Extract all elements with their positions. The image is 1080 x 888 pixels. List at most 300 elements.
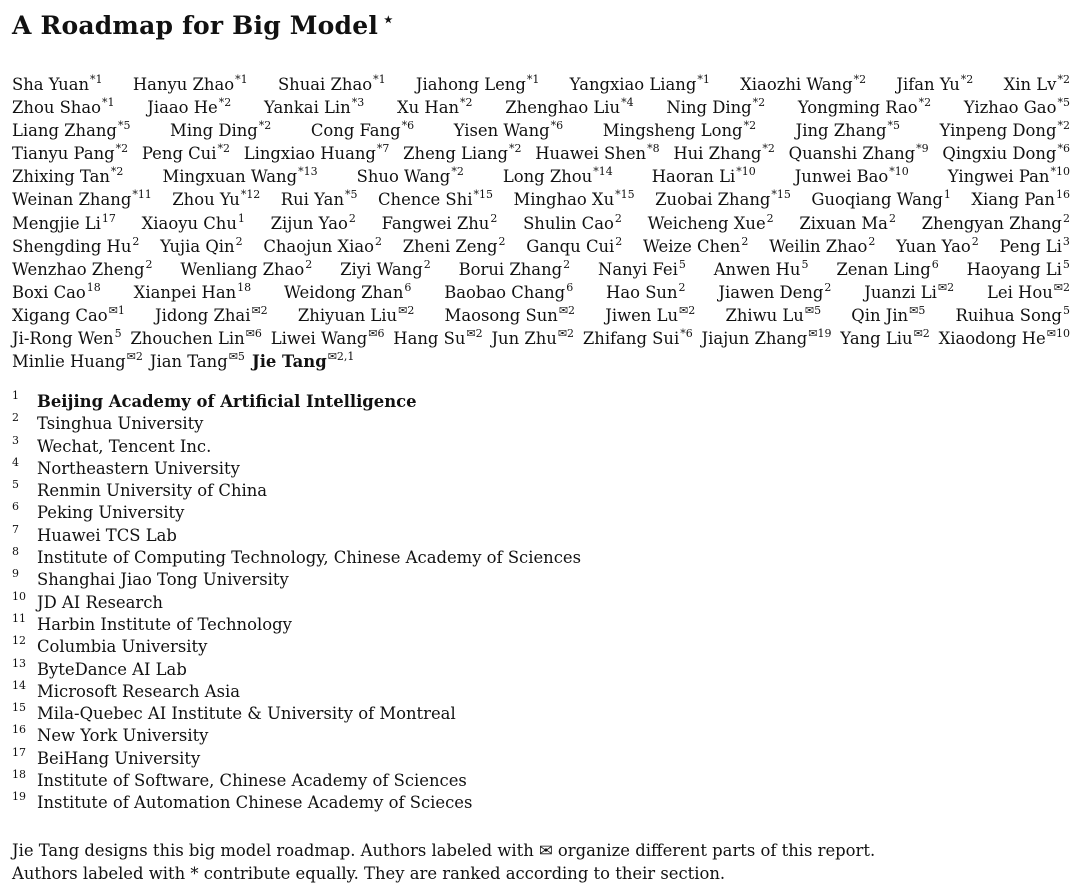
affiliation-number: 3: [12, 433, 19, 447]
author-name: [12, 165, 123, 188]
author-name: [513, 188, 634, 211]
author-name-text: Shuo Wang: [356, 167, 451, 187]
author-name: [1000, 235, 1070, 258]
author-affiliation-marker: *2: [1057, 73, 1070, 86]
author-name: [12, 281, 101, 304]
author-name-text: Huawei Shen: [535, 144, 647, 164]
author-affiliation-marker: 2: [971, 234, 979, 248]
author-name-text: Yinpeng Dong: [939, 121, 1057, 141]
author-name-text: Zhenghao Liu: [505, 98, 621, 118]
author-name-text: Xigang Cao: [12, 305, 108, 325]
author-name: [403, 235, 506, 258]
author-name: [12, 352, 143, 371]
affiliation-name: Renmin University of China: [37, 481, 268, 501]
author-name: [12, 258, 153, 281]
author-affiliation-marker: *1: [102, 96, 115, 110]
author-name: [491, 327, 574, 350]
author-name: [896, 73, 973, 96]
affiliation-name: Tsinghua University: [37, 414, 204, 434]
author-name-text: Zhouchen Lin: [130, 329, 245, 349]
author-name: [263, 235, 382, 258]
author-affiliation-marker: *8: [647, 142, 660, 156]
author-affiliation-marker: *6: [680, 327, 693, 341]
author-affiliation-marker: ✉10: [1046, 327, 1070, 341]
affiliation-number: 7: [12, 522, 19, 536]
author-name: [134, 281, 252, 304]
author-name-text: Jing Zhang: [795, 121, 887, 141]
author-name: [340, 258, 431, 281]
author-name: [142, 142, 230, 165]
author-name-text: Chaojun Xiao: [263, 236, 375, 256]
author-affiliation-marker: 5: [1062, 257, 1070, 271]
affiliation-number: 11: [12, 611, 26, 625]
author-name: [971, 188, 1070, 211]
author-affiliation-marker: *14: [593, 165, 613, 179]
author-name-text: Yizhao Gao: [963, 98, 1057, 118]
paper-title: [12, 8, 394, 47]
affiliation-number: 4: [12, 455, 19, 469]
author-name-text: Ming Ding: [170, 121, 258, 141]
author-name: [605, 304, 695, 327]
author-name-text: Hao Sun: [606, 282, 678, 302]
author-name-text: Lei Hou: [987, 282, 1053, 302]
author-affiliation-marker: ✉6: [245, 327, 262, 341]
author-line: [12, 119, 1070, 142]
author-affiliation-marker: 18: [86, 280, 101, 294]
author-name-text: Guoqiang Wang: [811, 190, 943, 210]
author-name: [147, 96, 231, 119]
author-affiliation-marker: *1: [526, 73, 540, 86]
author-name: [796, 119, 900, 142]
author-name: [444, 281, 573, 304]
author-name: [643, 235, 748, 258]
author-name-text: Qin Jin: [851, 305, 909, 325]
author-name: [357, 165, 464, 188]
author-name: [940, 119, 1070, 142]
author-name: [311, 119, 414, 142]
author-affiliation-marker: 2: [235, 234, 243, 248]
author-name-text: Weize Chen: [643, 236, 741, 256]
affiliation-number: 12: [12, 634, 26, 648]
author-affiliation-marker: *5: [345, 188, 358, 202]
author-name: [180, 258, 312, 281]
author-name: [445, 304, 576, 327]
author-affiliation-marker: *2: [762, 142, 775, 156]
author-affiliation-marker: 2: [375, 234, 383, 248]
author-affiliation-marker: ✉5: [228, 350, 245, 364]
author-name-text: Fangwei Zhu: [381, 213, 490, 233]
author-affiliation-marker: *1: [90, 73, 103, 86]
author-name-text: Weidong Zhan: [284, 282, 404, 302]
author-affiliation-marker: ✉2: [557, 327, 575, 341]
author-name-text: Hui Zhang: [673, 144, 762, 164]
author-name-text: Jiaao He: [147, 98, 218, 118]
author-affiliation-marker: 16: [1055, 188, 1070, 202]
author-affiliation-marker: 2: [145, 257, 153, 271]
author-name: [702, 327, 832, 350]
author-affiliation-marker: *2: [918, 96, 932, 110]
affiliation-number: 19: [12, 790, 26, 804]
author-name-text: Zhou Shao: [12, 98, 102, 118]
author-affiliation-marker: *11: [132, 188, 152, 202]
author-name-text: Jiwen Lu: [605, 305, 679, 325]
author-name: [795, 165, 909, 188]
author-name-text: Hang Su: [393, 329, 466, 349]
affiliation-number: 18: [12, 768, 26, 782]
author-affiliation-marker: *2: [110, 165, 124, 179]
affiliation-name: Huawei TCS Lab: [37, 525, 177, 545]
author-line: [12, 258, 1070, 281]
affiliation-name: Institute of Computing Technology, Chinese Academy of Sciences: [37, 548, 582, 568]
author-affiliation-marker: *12: [240, 188, 261, 202]
author-name: [725, 304, 821, 327]
affiliation-number: 9: [12, 567, 19, 581]
author-name-text: Wenzhao Zheng: [12, 259, 145, 279]
author-name: [271, 212, 356, 235]
author-affiliation-marker: *5: [1057, 96, 1070, 110]
author-name: [503, 165, 613, 188]
author-affiliation-marker: ✉2: [251, 303, 268, 317]
affiliation-number: 14: [12, 678, 26, 692]
author-name-text: Boxi Cao: [12, 282, 86, 302]
author-name-text: Juanzi Li: [864, 282, 937, 302]
author-name-text: Liang Zhang: [12, 121, 117, 141]
affiliation-number: 8: [12, 545, 19, 559]
author-name-text: Ning Ding: [666, 98, 752, 118]
author-affiliation-marker: ✉2: [126, 350, 143, 364]
author-name-text: Baobao Chang: [444, 282, 566, 302]
author-affiliation-marker: 2: [563, 257, 571, 271]
author-affiliation-marker: *1: [373, 73, 386, 86]
author-affiliation-marker: ✉19: [808, 327, 832, 341]
author-affiliation-marker: *5: [117, 119, 131, 133]
author-name-text: Chence Shi: [377, 190, 473, 210]
author-name: [393, 327, 482, 350]
author-name: [378, 188, 493, 211]
author-affiliation-marker: *2: [960, 73, 974, 86]
author-name: [718, 281, 831, 304]
author-name-text: Weicheng Xue: [647, 213, 766, 233]
author-name: [967, 258, 1070, 281]
author-name: [12, 212, 116, 235]
author-affiliation-marker: 5: [801, 257, 809, 271]
author-line: [12, 188, 1070, 211]
author-name-text: Zhixing Tan: [12, 167, 110, 187]
author-name: [403, 142, 521, 165]
author-name-text: Jiajun Zhang: [701, 329, 808, 349]
author-name-text: Zhengyan Zhang: [921, 213, 1062, 233]
author-affiliation-marker: 2: [678, 280, 686, 294]
author-affiliation-marker: *2: [509, 142, 522, 156]
author-name: [652, 165, 756, 188]
author-name: [603, 119, 756, 142]
affiliation-name: Mila-Quebec AI Institute & University of Montreal: [37, 704, 456, 724]
author-affiliation-marker: 2: [888, 211, 896, 225]
author-name-text: Cong Fang: [310, 121, 401, 141]
author-affiliation-marker: *9: [916, 142, 929, 156]
author-affiliation-marker: 5: [114, 327, 122, 341]
author-affiliation-marker: 2: [824, 280, 832, 294]
author-name: [570, 73, 710, 96]
author-name: [1004, 73, 1070, 96]
author-name: [606, 281, 686, 304]
author-name: [526, 235, 622, 258]
author-name-text: Weilin Zhao: [769, 236, 868, 256]
author-name: [397, 96, 473, 119]
author-name: [284, 281, 411, 304]
author-affiliation-marker: 3: [1062, 234, 1070, 248]
author-name: [12, 142, 128, 165]
affiliation-name: Wechat, Tencent Inc.: [37, 436, 212, 456]
affiliation-number: 15: [12, 701, 26, 715]
author-name-text: Shengding Hu: [12, 236, 132, 256]
author-name-text: Nanyi Fei: [598, 259, 678, 279]
author-name-text: Yongming Rao: [797, 98, 918, 118]
author-name-text: Minlie Huang: [12, 352, 126, 372]
author-name: [896, 235, 979, 258]
author-list: [12, 73, 1072, 373]
affiliation-name: Peking University: [37, 503, 185, 523]
author-name-text: Shulin Cao: [523, 213, 614, 233]
author-name: [170, 119, 271, 142]
author-name-text: Xin Lv: [1003, 75, 1057, 94]
author-name-text: Yingwei Pan: [947, 167, 1050, 187]
author-name-text: Yangxiao Liang: [569, 75, 697, 94]
author-name: [459, 258, 571, 281]
author-affiliation-marker: *4: [621, 96, 634, 110]
author-affiliation-marker: 2: [305, 257, 313, 271]
author-name-text: Peng Cui: [141, 144, 217, 164]
affiliation-name: Harbin Institute of Technology: [37, 614, 292, 634]
author-line: [12, 96, 1070, 119]
author-name: [130, 327, 261, 350]
author-name-text: Liwei Wang: [270, 329, 368, 349]
author-name-text: Minghao Xu: [513, 190, 615, 210]
author-name: [278, 73, 386, 96]
author-name: [523, 212, 622, 235]
author-name-text: Rui Yan: [280, 190, 345, 210]
author-affiliation-marker: *2: [258, 119, 272, 133]
author-name: [12, 73, 103, 96]
author-affiliation-marker: *7: [376, 142, 390, 156]
author-name: [162, 165, 317, 188]
author-name: [505, 96, 633, 119]
author-affiliation-marker: 2: [348, 211, 356, 225]
author-name: [12, 235, 139, 258]
author-line: [12, 350, 1072, 373]
author-affiliation-marker: 6: [566, 280, 574, 294]
affiliation-name: Northeastern University: [37, 458, 240, 478]
author-affiliation-marker: 2: [498, 234, 506, 248]
author-affiliation-marker: *2: [217, 142, 230, 156]
author-affiliation-marker: *2: [743, 119, 757, 133]
author-name-text: Zheng Liang: [403, 144, 508, 164]
author-affiliation-marker: *15: [473, 188, 493, 202]
author-name-text: Zheni Zeng: [402, 236, 498, 256]
author-line: [12, 304, 1070, 327]
author-affiliation-marker: *2: [752, 96, 766, 110]
author-name: [264, 96, 364, 119]
author-affiliation-marker: *10: [889, 165, 909, 179]
author-affiliation-marker: *3: [351, 96, 365, 110]
author-affiliation-marker: 2: [868, 234, 876, 248]
author-affiliation-marker: *1: [235, 73, 248, 86]
author-name-text: Wenliang Zhao: [180, 259, 305, 279]
author-name-text: Xiaodong He: [938, 329, 1046, 349]
author-name: [12, 119, 130, 142]
author-name-text: Sha Yuan: [12, 75, 90, 94]
author-name: [454, 119, 563, 142]
author-name: [252, 352, 354, 371]
author-affiliation-marker: *10: [1050, 165, 1070, 179]
author-name-text: Anwen Hu: [713, 259, 801, 279]
author-line: [12, 235, 1070, 258]
author-affiliation-marker: 2: [614, 211, 622, 225]
author-name-text: Xu Han: [396, 98, 460, 118]
author-affiliation-marker: *15: [615, 188, 635, 202]
author-name-text: Hanyu Zhao: [132, 75, 235, 94]
author-affiliation-marker: 6: [931, 257, 939, 271]
author-name-text: Lingxiao Huang: [243, 144, 376, 164]
author-name: [535, 142, 659, 165]
author-name: [789, 142, 929, 165]
author-affiliation-marker: ✉1: [108, 303, 125, 317]
author-affiliation-marker: *15: [771, 188, 791, 202]
affiliation-number: 16: [12, 723, 26, 737]
author-name-text: Long Zhou: [502, 167, 593, 187]
author-affiliation-marker: ✉2,1: [327, 350, 355, 364]
author-name-text: Yujia Qin: [160, 236, 235, 256]
affiliation-number: 17: [12, 745, 26, 759]
author-name-text: Xiaozhi Wang: [740, 75, 853, 94]
author-affiliation-marker: *1: [697, 73, 710, 86]
author-name-text: Qingxiu Dong: [942, 144, 1057, 164]
author-affiliation-marker: *2: [115, 142, 129, 156]
author-affiliation-marker: ✉2: [558, 303, 576, 317]
author-name: [714, 258, 809, 281]
author-name-text: Jiawen Deng: [718, 282, 824, 302]
author-affiliation-marker: *2: [460, 96, 473, 110]
affiliation-name: ByteDance AI Lab: [37, 659, 187, 679]
author-name: [987, 281, 1070, 304]
author-name: [155, 304, 268, 327]
author-name: [598, 258, 686, 281]
author-affiliation-marker: 1: [237, 211, 245, 225]
author-name-text: Mingxuan Wang: [162, 167, 298, 187]
author-line: [12, 142, 1070, 165]
author-name: [769, 235, 875, 258]
author-name-text: Jun Zhu: [491, 329, 557, 349]
affiliation-name: Microsoft Research Asia: [37, 681, 241, 701]
author-name-text: Ziyi Wang: [340, 259, 423, 279]
author-affiliation-marker: *13: [298, 165, 318, 179]
author-affiliation-marker: *6: [550, 119, 564, 133]
author-affiliation-marker: *5: [887, 119, 901, 133]
author-name: [12, 188, 152, 211]
author-name: [298, 304, 414, 327]
author-name-text: Mingsheng Long: [602, 121, 743, 141]
author-name: [172, 188, 260, 211]
affiliation-number: 2: [12, 411, 19, 425]
author-name-text: Yankai Lin: [263, 98, 351, 118]
author-affiliation-marker: 17: [101, 211, 116, 225]
author-affiliation-marker: 2: [1062, 211, 1070, 225]
author-affiliation-marker: 2: [766, 211, 774, 225]
author-name: [956, 304, 1070, 327]
author-line: [12, 165, 1070, 188]
author-name-text: Ganqu Cui: [526, 236, 615, 256]
author-name-text: Haoyang Li: [966, 259, 1062, 279]
author-name: [840, 327, 929, 350]
author-affiliation-marker: 2: [423, 257, 431, 271]
author-line: [12, 327, 1070, 350]
author-name: [964, 96, 1070, 119]
author-affiliation-marker: 2: [741, 234, 749, 248]
author-note-line-1: Jie Tang designs this big model roadmap. Authors labeled with ✉ organize different parts of this report.: [12, 841, 876, 860]
author-name: [416, 73, 539, 96]
author-name-text: Jifan Yu: [896, 75, 960, 94]
author-name: [382, 212, 498, 235]
author-name: [583, 327, 693, 350]
author-name: [150, 352, 245, 371]
author-name-text: Ruihua Song: [955, 305, 1062, 325]
affiliation-number: 6: [12, 500, 19, 514]
author-affiliation-marker: ✉2: [913, 327, 930, 341]
author-name-text: Xiang Pan: [971, 190, 1055, 210]
author-name: [655, 188, 791, 211]
affiliation-name: Institute of Software, Chinese Academy of Sciences: [37, 771, 467, 791]
author-name-text: Junwei Bao: [794, 167, 889, 187]
author-name: [244, 142, 390, 165]
affiliation-number: 13: [12, 656, 26, 670]
affiliation-name: Columbia University: [37, 637, 208, 657]
author-name-text: Maosong Sun: [444, 305, 558, 325]
author-affiliation-marker: *6: [1057, 142, 1070, 156]
author-name: [811, 188, 951, 211]
author-affiliation-marker: 5: [1062, 303, 1070, 317]
author-affiliation-marker: 2: [490, 211, 498, 225]
author-name-text: Jidong Zhai: [155, 305, 251, 325]
affiliation-name: Institute of Automation Chinese Academy of Scieces: [37, 793, 473, 813]
author-affiliation-marker: *2: [853, 73, 867, 86]
author-name: [948, 165, 1070, 188]
author-name: [864, 281, 954, 304]
author-name: [12, 327, 122, 350]
affiliation-number: 1: [12, 389, 19, 402]
affiliation-name: Shanghai Jiao Tong University: [37, 570, 289, 590]
author-name: [673, 142, 775, 165]
author-name: [851, 304, 925, 327]
author-name: [142, 212, 245, 235]
author-affiliation-marker: 6: [404, 280, 412, 294]
author-affiliation-marker: 2: [615, 234, 623, 248]
author-notes: [12, 840, 875, 885]
author-name: [160, 235, 243, 258]
author-affiliation-marker: *6: [401, 119, 415, 133]
author-name-text: Jie Tang: [251, 352, 327, 372]
author-line: [12, 73, 1070, 96]
author-name: [836, 258, 938, 281]
author-affiliation-marker: *2: [218, 96, 232, 110]
author-name-text: Haoran Li: [651, 167, 736, 187]
author-name: [12, 96, 115, 119]
author-affiliation-marker: ✉5: [909, 303, 926, 317]
author-affiliation-marker: ✉2: [937, 280, 955, 294]
author-name: [133, 73, 248, 96]
author-affiliation-marker: 5: [678, 257, 686, 271]
author-name-text: Zhifang Sui: [582, 329, 680, 349]
author-affiliation-marker: 2: [132, 234, 140, 248]
